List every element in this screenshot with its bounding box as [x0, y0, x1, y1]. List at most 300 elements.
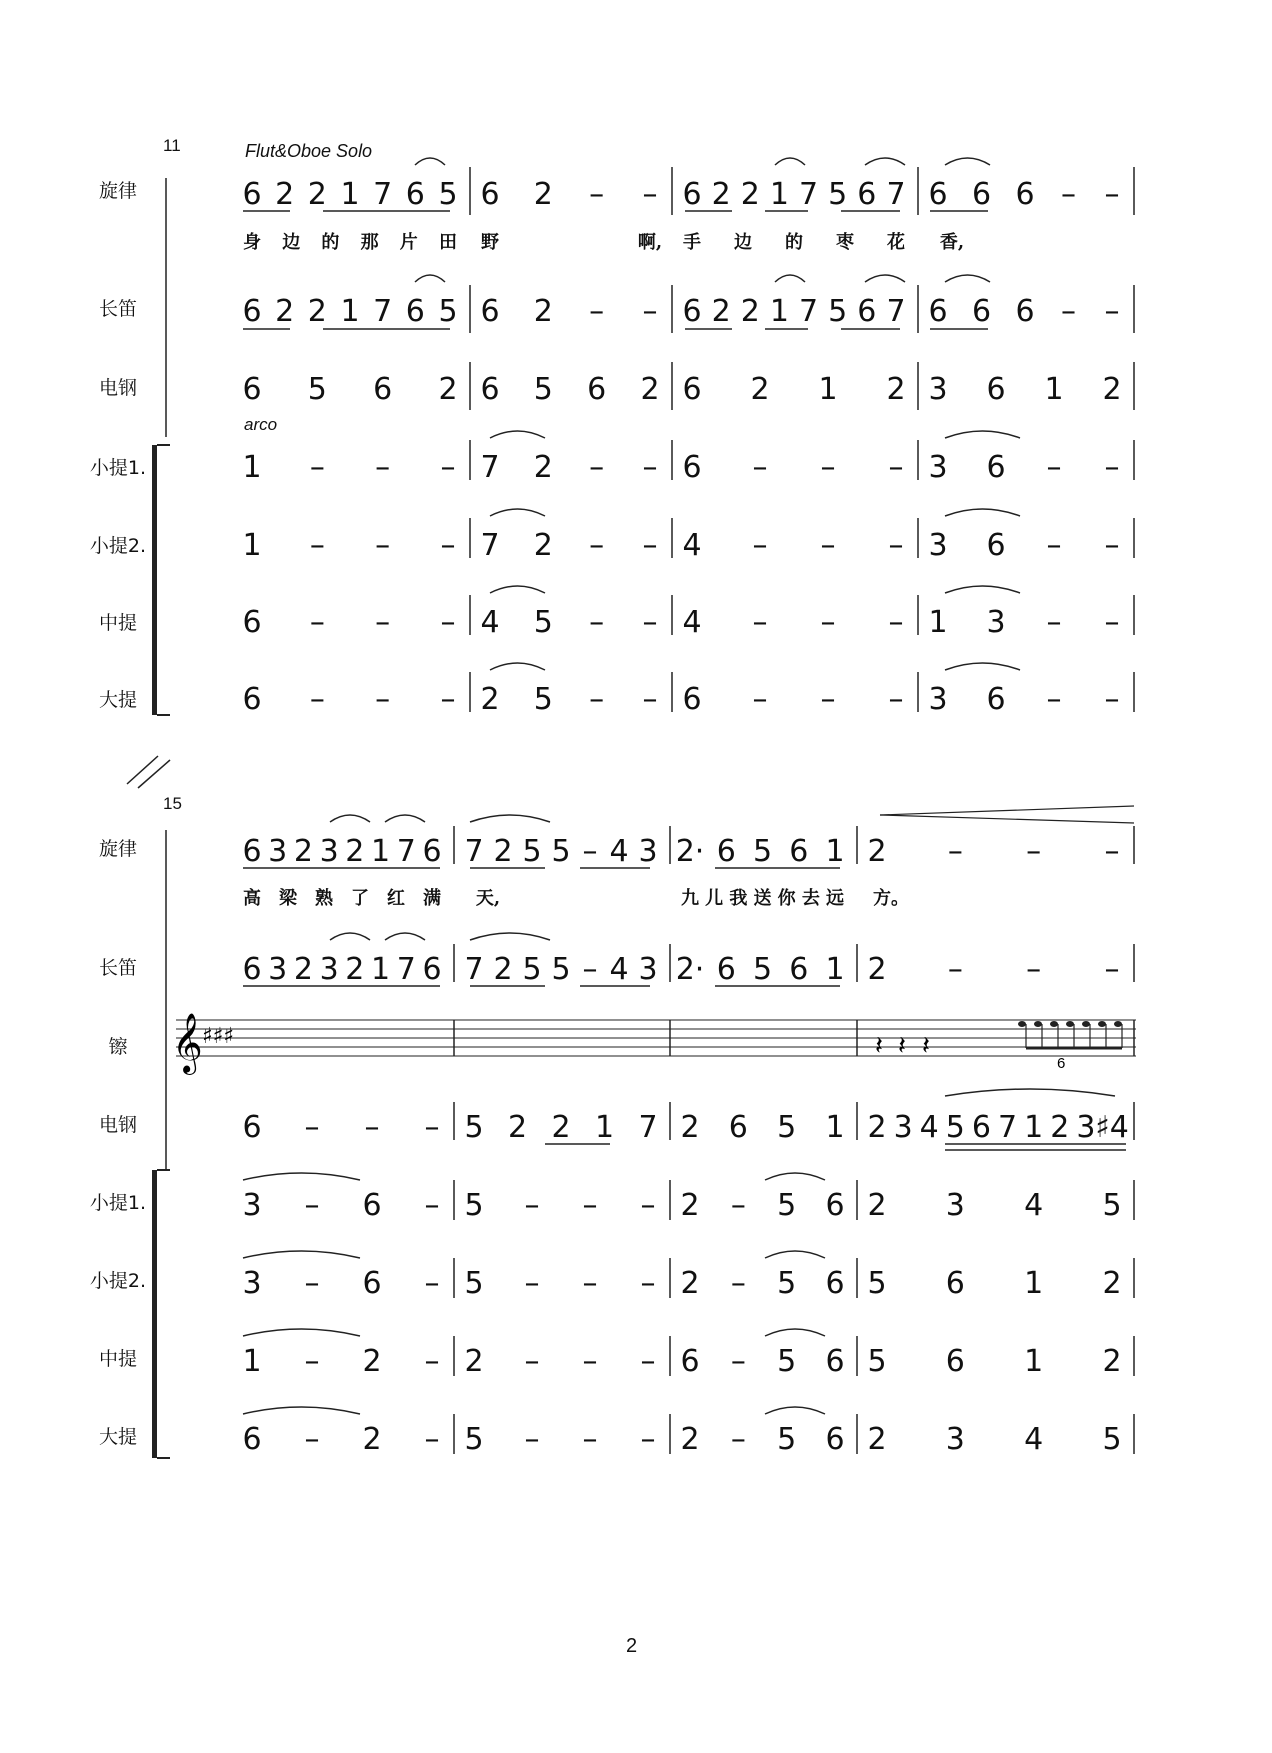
epiano-note: 6 — [242, 1110, 262, 1145]
slur-mark — [945, 586, 1020, 593]
viola-note: 6 — [945, 1344, 965, 1379]
lyric-syllable: 手 — [683, 232, 701, 253]
melody-note: – — [947, 834, 963, 869]
violin1-note: – — [888, 450, 904, 485]
violin1-note: 6 — [362, 1188, 382, 1223]
cello-label: 大提 — [98, 689, 137, 711]
flute-note: 7 — [799, 294, 819, 329]
flute-note: – — [947, 952, 963, 987]
slur-mark — [415, 158, 445, 165]
quarter-rest-icon: 𝄽 — [875, 1031, 883, 1061]
violin1-note: 2 — [867, 1188, 887, 1223]
violin1-note: 5 — [1102, 1188, 1122, 1223]
cello-note: 2 — [680, 1422, 700, 1457]
violin2-measure — [0, 526, 1272, 566]
epiano-note: 2 — [1102, 372, 1122, 407]
flute-note: – — [1104, 952, 1120, 987]
treble-clef-icon: 𝄞 — [172, 1013, 203, 1073]
viola-note: – — [730, 1344, 746, 1379]
violin1-note: 7 — [480, 450, 500, 485]
melody-note: 5 — [522, 834, 542, 869]
flute-note: 1 — [769, 294, 789, 329]
violin1-note: – — [309, 450, 325, 485]
viola-note: 6 — [242, 605, 262, 640]
lyric-syllable: 啊, — [637, 232, 663, 253]
epiano-note: 2 — [640, 372, 660, 407]
flute-note: 2 — [345, 952, 365, 987]
slur-mark — [865, 158, 905, 165]
violin2-note: – — [304, 1266, 320, 1301]
melody-note: 6 — [971, 177, 992, 212]
slur-mark — [765, 1329, 825, 1336]
epiano-note: 4 — [919, 1110, 939, 1145]
epiano-note: ♯4 — [1095, 1110, 1129, 1145]
cello-measure — [0, 680, 1272, 720]
flute-note: – — [1104, 294, 1120, 329]
violin2-note: – — [589, 528, 605, 563]
violin2-note: – — [1104, 528, 1120, 563]
lyric-syllable: 儿 — [705, 888, 724, 909]
slur-mark — [330, 933, 370, 940]
slur-mark — [243, 1407, 360, 1414]
violin1-note: – — [1046, 450, 1062, 485]
violin2-note: – — [1046, 528, 1062, 563]
melody-note: 2· — [675, 834, 705, 869]
violin2-note: 7 — [480, 528, 500, 563]
violin2-note: 6 — [825, 1266, 845, 1301]
lyric-syllable: 的 — [785, 232, 803, 253]
melody-note: 7 — [799, 177, 819, 212]
melody-note: 2 — [533, 177, 553, 212]
epiano-note: – — [364, 1110, 380, 1145]
violin1-note: 6 — [682, 450, 702, 485]
flute-note: 6 — [789, 952, 809, 987]
viola-note: 4 — [682, 605, 702, 640]
melody-note: 6 — [857, 177, 877, 212]
violin1-note: 5 — [464, 1188, 484, 1223]
viola-note: – — [642, 605, 658, 640]
lyric-syllable: 送 — [753, 888, 772, 909]
flute-measure — [0, 950, 1272, 990]
violin2-note: – — [640, 1266, 656, 1301]
melody-note: 3 — [268, 834, 288, 869]
melody-note: 6 — [789, 834, 809, 869]
lyric-syllable: 边 — [734, 232, 752, 253]
melody-label: 旋律 — [98, 180, 137, 202]
flute-note: 6 — [1015, 294, 1035, 329]
cymbal-note-head — [1034, 1021, 1042, 1027]
lyric-syllable: 九 — [681, 888, 699, 909]
violin1-note: 3 — [928, 450, 948, 485]
cello-note: – — [640, 1422, 656, 1457]
violin2-note: 2 — [1102, 1266, 1122, 1301]
flute-note: 2 — [307, 294, 327, 329]
lyric-measure — [0, 228, 1272, 256]
melody-note: 1 — [825, 834, 845, 869]
lyric-syllable: 的 — [321, 232, 340, 253]
cymbal-note-head — [1098, 1021, 1106, 1027]
viola-note: 2 — [1102, 1344, 1122, 1379]
melody-note: 2 — [293, 834, 313, 869]
viola-note: 5 — [777, 1344, 797, 1379]
melody-note: 5 — [438, 177, 458, 212]
epiano-note: 1 — [818, 372, 838, 407]
lyric-syllable: 枣 — [836, 232, 854, 253]
violin1-note: 3 — [242, 1188, 262, 1223]
flute-note: 6 — [857, 294, 877, 329]
viola-note: 1 — [242, 1344, 262, 1379]
flute-note: 3 — [319, 952, 339, 987]
cello-note: 3 — [945, 1422, 965, 1457]
violin2-note: – — [524, 1266, 540, 1301]
slur-mark — [945, 509, 1020, 516]
violin2-note: – — [375, 528, 391, 563]
quarter-rest-icon: 𝄽 — [898, 1031, 906, 1061]
cello-note: – — [440, 682, 456, 717]
lyric-syllable: 高 — [243, 888, 261, 909]
cymbal-note-head — [1066, 1021, 1074, 1027]
viola-note: 3 — [986, 605, 1006, 640]
epiano-note: 1 — [825, 1110, 845, 1145]
melody-note: 6 — [405, 177, 425, 212]
cello-note: – — [375, 682, 391, 717]
epiano-note: – — [304, 1110, 320, 1145]
melody-note: 7 — [396, 834, 416, 869]
violin2-note: – — [888, 528, 904, 563]
cymbal-note-head — [1050, 1021, 1058, 1027]
viola-note: 6 — [825, 1344, 845, 1379]
lyric-syllable: 满 — [423, 888, 441, 909]
violin1-note: 1 — [242, 450, 262, 485]
flute-note: 2 — [867, 952, 887, 987]
cello-note: – — [424, 1422, 440, 1457]
flute-note: 5 — [752, 952, 773, 987]
lyric-syllable: 远 — [826, 888, 844, 909]
lyric-syllable: 方。 — [873, 888, 909, 909]
viola-note: – — [820, 605, 836, 640]
violin2-label: 小提2. — [89, 535, 147, 557]
cello-note: 6 — [242, 1422, 262, 1457]
slur-mark — [775, 275, 805, 282]
melody-note: 2 — [740, 177, 760, 212]
viola-label: 中提 — [98, 612, 137, 634]
slur-mark — [490, 586, 545, 593]
epiano-note: 5 — [307, 372, 327, 407]
viola-measure — [0, 1342, 1272, 1382]
lyric-syllable: 野 — [481, 232, 499, 253]
flute-label: 长笛 — [98, 957, 137, 979]
flute-note: 7 — [886, 294, 906, 329]
cello-note: – — [820, 682, 836, 717]
flute-label: 长笛 — [98, 298, 137, 320]
melody-note: 6 — [242, 177, 262, 212]
violin1-note: 6 — [986, 450, 1006, 485]
violin2-note: – — [424, 1266, 440, 1301]
violin2-note: 4 — [682, 528, 702, 563]
viola-note: – — [582, 1344, 598, 1379]
cello-note: – — [1046, 682, 1062, 717]
lyric-syllable: 片 — [399, 232, 418, 253]
melody-note: 4 — [609, 834, 629, 869]
lyric-syllable: 天, — [475, 888, 501, 909]
slur-mark — [385, 815, 425, 822]
epiano-note: 6 — [682, 372, 702, 407]
flute-note: 1 — [825, 952, 845, 987]
viola-note: – — [640, 1344, 656, 1379]
melody-note: 1 — [371, 834, 391, 869]
melody-note: 1 — [340, 177, 360, 212]
melody-note: 7 — [464, 834, 484, 869]
cello-note: 2 — [867, 1422, 887, 1457]
violin1-note: 4 — [1024, 1188, 1044, 1223]
cello-note: – — [642, 682, 658, 717]
cello-note: 3 — [928, 682, 948, 717]
flute-note: 1 — [371, 952, 391, 987]
cello-note: 5 — [464, 1422, 484, 1457]
violin1-note: – — [752, 450, 768, 485]
epiano-note: 3 — [1076, 1110, 1096, 1145]
violin2-note: 5 — [867, 1266, 887, 1301]
melody-note: 2 — [275, 177, 295, 212]
epiano-note: 6 — [373, 372, 393, 407]
violin1-note: – — [524, 1188, 540, 1223]
violin1-note: – — [1104, 450, 1120, 485]
flute-note: 5 — [551, 952, 571, 987]
lyric-syllable: 田 — [439, 232, 457, 253]
melody-note: – — [1026, 834, 1042, 869]
melody-note: – — [1104, 834, 1120, 869]
lyric-syllable: 身 — [243, 232, 261, 253]
epiano-note: 2 — [438, 372, 458, 407]
viola-note: 2 — [362, 1344, 382, 1379]
melody-note: – — [582, 834, 598, 869]
melody-note: – — [1061, 177, 1076, 212]
flute-note: 2 — [275, 294, 295, 329]
cello-note: 2 — [362, 1422, 382, 1457]
melody-note: 6 — [716, 834, 736, 869]
violin2-note: 6 — [362, 1266, 382, 1301]
slur-mark — [945, 431, 1020, 438]
melody-note: 6 — [422, 834, 442, 869]
cello-note: – — [524, 1422, 540, 1457]
cello-label: 大提 — [98, 1426, 137, 1448]
flute-note: 6 — [480, 294, 500, 329]
cello-note: – — [589, 682, 605, 717]
epiano-note: 6 — [480, 372, 500, 407]
viola-measure — [0, 603, 1272, 643]
melody-note: 2 — [493, 834, 513, 869]
cello-note: – — [1104, 682, 1120, 717]
melody-note: 6 — [480, 177, 500, 212]
slur-mark — [490, 663, 545, 670]
slur-mark — [945, 1089, 1115, 1096]
cymbal-note-head — [1114, 1021, 1122, 1027]
epiano-note: 6 — [587, 372, 607, 407]
violin2-note: 6 — [986, 528, 1006, 563]
flute-note: 7 — [396, 952, 416, 987]
violin1-note: – — [589, 450, 605, 485]
flute-note: 2 — [293, 952, 313, 987]
melody-note: 3 — [319, 834, 339, 869]
flute-note: – — [1026, 952, 1042, 987]
epiano-note: 1 — [594, 1110, 615, 1145]
slur-mark — [490, 509, 545, 516]
violin2-note: 6 — [945, 1266, 965, 1301]
cello-note: 5 — [533, 682, 553, 717]
flute-note: – — [642, 294, 658, 329]
violin2-note: 2 — [533, 528, 553, 563]
violin1-note: – — [730, 1188, 746, 1223]
viola-note: – — [752, 605, 768, 640]
page-number: 2 — [626, 1635, 638, 1657]
measure-number: 11 — [163, 136, 181, 155]
lyric-syllable: 那 — [360, 232, 379, 253]
measure-number: 15 — [163, 794, 182, 813]
cello-note: – — [304, 1422, 320, 1457]
flute-note: 2· — [675, 952, 705, 987]
lyric-syllable: 香, — [939, 232, 965, 253]
epiano-note: 5 — [777, 1110, 797, 1145]
epiano-note: 6 — [242, 372, 262, 407]
epiano-note: 5 — [533, 372, 553, 407]
lyric-syllable: 你 — [777, 888, 796, 909]
viola-note: – — [440, 605, 456, 640]
flute-note: 1 — [340, 294, 360, 329]
flute-note: 7 — [373, 294, 393, 329]
melody-note: 3 — [638, 834, 658, 869]
cello-measure — [0, 1420, 1272, 1460]
slur-mark — [490, 431, 545, 438]
epiano-note: 3 — [893, 1110, 913, 1145]
violin1-note: 2 — [680, 1188, 700, 1223]
violin2-note: – — [730, 1266, 746, 1301]
cello-note: 5 — [1102, 1422, 1122, 1457]
slur-mark — [330, 815, 370, 822]
violin1-measure — [0, 448, 1272, 488]
cello-note: 6 — [986, 682, 1006, 717]
epiano-note: 1 — [1044, 372, 1064, 407]
violin2-note: 2 — [680, 1266, 700, 1301]
violin1-measure — [0, 1186, 1272, 1226]
cello-note: – — [730, 1422, 746, 1457]
viola-note: 5 — [867, 1344, 887, 1379]
violin1-label: 小提1. — [89, 1192, 147, 1214]
flute-note: 5 — [438, 294, 458, 329]
flute-note: 6 — [242, 952, 262, 987]
violin2-note: – — [820, 528, 836, 563]
epiano-note: 7 — [638, 1110, 658, 1145]
violin1-note: 5 — [777, 1188, 797, 1223]
flute-note: 3 — [268, 952, 288, 987]
flute-note: 3 — [638, 952, 658, 987]
crescendo-hairpin — [880, 806, 1134, 815]
flute-note: – — [589, 294, 605, 329]
slur-mark — [470, 815, 550, 822]
violin2-note: 3 — [242, 1266, 262, 1301]
violin2-note: – — [642, 528, 658, 563]
violin2-note: – — [752, 528, 768, 563]
quarter-rest-icon: 𝄽 — [922, 1031, 930, 1061]
flute-note: 6 — [682, 294, 702, 329]
key-signature-icon: ♯♯♯ — [202, 1024, 234, 1049]
cello-note: 6 — [825, 1422, 845, 1457]
epiano-note: 6 — [971, 1110, 991, 1145]
epiano-label: 电钢 — [98, 377, 137, 399]
viola-note: 1 — [928, 605, 948, 640]
slur-mark — [765, 1173, 825, 1180]
slur-mark — [765, 1251, 825, 1258]
viola-note: – — [589, 605, 605, 640]
epiano-note: 2 — [886, 372, 906, 407]
viola-note: – — [1104, 605, 1120, 640]
epiano-note: 3 — [928, 372, 948, 407]
epiano-note: 2 — [1050, 1110, 1070, 1145]
viola-note: 2 — [464, 1344, 484, 1379]
viola-note: – — [304, 1344, 320, 1379]
cymbal-note-head — [1018, 1021, 1026, 1027]
melody-note: 5 — [752, 834, 773, 869]
flute-note: 7 — [464, 952, 484, 987]
slur-mark — [470, 933, 550, 940]
violin1-note: 6 — [825, 1188, 845, 1223]
epiano-note: 2 — [680, 1110, 700, 1145]
lyric-syllable: 我 — [729, 888, 748, 909]
solo-direction: Flut&Oboe Solo — [245, 141, 373, 161]
melody-label: 旋律 — [98, 838, 137, 860]
violin2-label: 小提2. — [89, 1270, 147, 1292]
lyric-syllable: 了 — [351, 888, 369, 909]
melody-note: 6 — [1015, 177, 1035, 212]
slur-mark — [243, 1329, 360, 1336]
cymbal-note-head — [1082, 1021, 1090, 1027]
epiano-note: 5 — [464, 1110, 484, 1145]
tuplet-number: 6 — [1057, 1055, 1066, 1072]
slur-mark — [945, 158, 990, 165]
cello-note: 6 — [242, 682, 262, 717]
viola-note: 4 — [480, 605, 500, 640]
cello-note: – — [582, 1422, 598, 1457]
viola-note: 6 — [680, 1344, 700, 1379]
flute-measure — [0, 292, 1272, 332]
flute-note: 2 — [493, 952, 513, 987]
viola-note: – — [524, 1344, 540, 1379]
lyric-syllable: 红 — [387, 888, 405, 909]
slur-mark — [243, 1251, 360, 1258]
flute-note: – — [582, 952, 598, 987]
melody-note: 7 — [886, 177, 906, 212]
melody-note: – — [1104, 177, 1120, 212]
melody-note: 6 — [242, 834, 262, 869]
slur-mark — [945, 663, 1020, 670]
cello-note: 2 — [480, 682, 500, 717]
flute-note: 4 — [609, 952, 629, 987]
epiano-note: 5 — [945, 1110, 965, 1145]
violin2-note: – — [309, 528, 325, 563]
violin2-measure — [0, 1264, 1272, 1304]
melody-note: 2 — [307, 177, 327, 212]
system-separator — [127, 756, 158, 784]
violin2-note: 5 — [464, 1266, 484, 1301]
melody-note: 7 — [373, 177, 393, 212]
cello-note: – — [309, 682, 325, 717]
epiano-note: 2 — [867, 1110, 887, 1145]
violin2-note: 1 — [242, 528, 262, 563]
violin1-note: – — [640, 1188, 656, 1223]
flute-note: 6 — [928, 294, 948, 329]
melody-measure — [0, 175, 1272, 215]
lyric-measure — [0, 884, 1272, 912]
flute-note: 5 — [522, 952, 542, 987]
